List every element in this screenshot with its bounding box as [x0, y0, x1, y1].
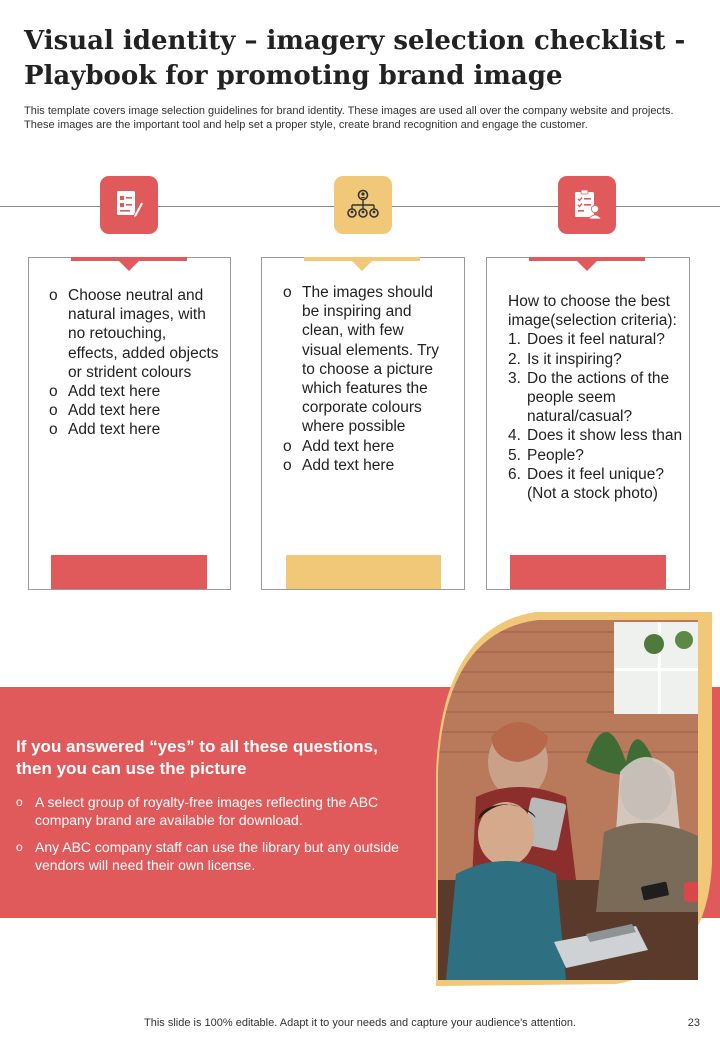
list-item: 6. Does it feel unique? (Not a stock photo): [508, 465, 665, 503]
list-item: o Add text here: [49, 421, 161, 439]
list-item: o Add text here: [283, 437, 395, 455]
list-item: 1. Does it feel natural?: [508, 331, 665, 349]
checklist-card-1: [28, 257, 231, 590]
list-item: 2. Is it inspiring?: [508, 350, 622, 368]
list-item: 5. People?: [508, 446, 584, 464]
list-item: o Choose neutral and natural images, with no retouching, effects, added objects or strident colours: [49, 287, 219, 381]
page-number: 23: [687, 1017, 700, 1029]
card-footer-bar: [51, 555, 207, 589]
checklist-card-2: [261, 257, 465, 590]
intro-text: This template covers image selection guidelines for brand identity. These images are used all over the company website and projects. These images are the important tool and help set a proper style, create brand recognition and engage the customer.: [24, 105, 674, 131]
banner-heading: If you answered “yes” to all these questions, then you can use the picture: [16, 737, 378, 778]
list-item: o Add text here: [49, 383, 161, 401]
list-item: 4. Does it show less than: [508, 427, 683, 445]
banner-list: [16, 793, 416, 883]
list-item: o Add text here: [49, 402, 161, 420]
card-footer-bar: [286, 555, 441, 589]
list-item: o Add text here: [283, 456, 395, 474]
card-1-list: [49, 286, 219, 440]
criteria-intro: How to choose the best image(selection criteria):: [508, 293, 677, 330]
page-title: Visual identity – imagery selection checklist - Playbook for promoting brand image: [24, 26, 686, 91]
list-item: 3. Do the actions of the people seem natural/casual?: [508, 369, 670, 426]
org-chart-icon: [334, 176, 392, 234]
list-item: o The images should be inspiring and clean, with few visual elements. Try to choose a picture which features the corporate colours where possible: [283, 284, 439, 436]
footer-note: This slide is 100% editable. Adapt it to your needs and capture your audience's attention.: [144, 1017, 576, 1029]
list-item: o Any ABC company staff can use the library but any outside vendors will need their own license.: [16, 839, 399, 873]
card-pointer: [352, 261, 372, 271]
team-photo: [436, 612, 712, 986]
checklist-card-3: [486, 257, 690, 590]
criteria-list: [508, 330, 683, 503]
card-pointer: [119, 261, 139, 271]
checklist-user-icon: [558, 176, 616, 234]
card-2-list: [283, 283, 443, 475]
card-pointer: [577, 261, 597, 271]
selection-criteria: [508, 292, 683, 503]
list-item: o A select group of royalty-free images reflecting the ABC company brand are available for download.: [16, 794, 379, 828]
card-footer-bar: [510, 555, 666, 589]
document-pen-icon: [100, 176, 158, 234]
